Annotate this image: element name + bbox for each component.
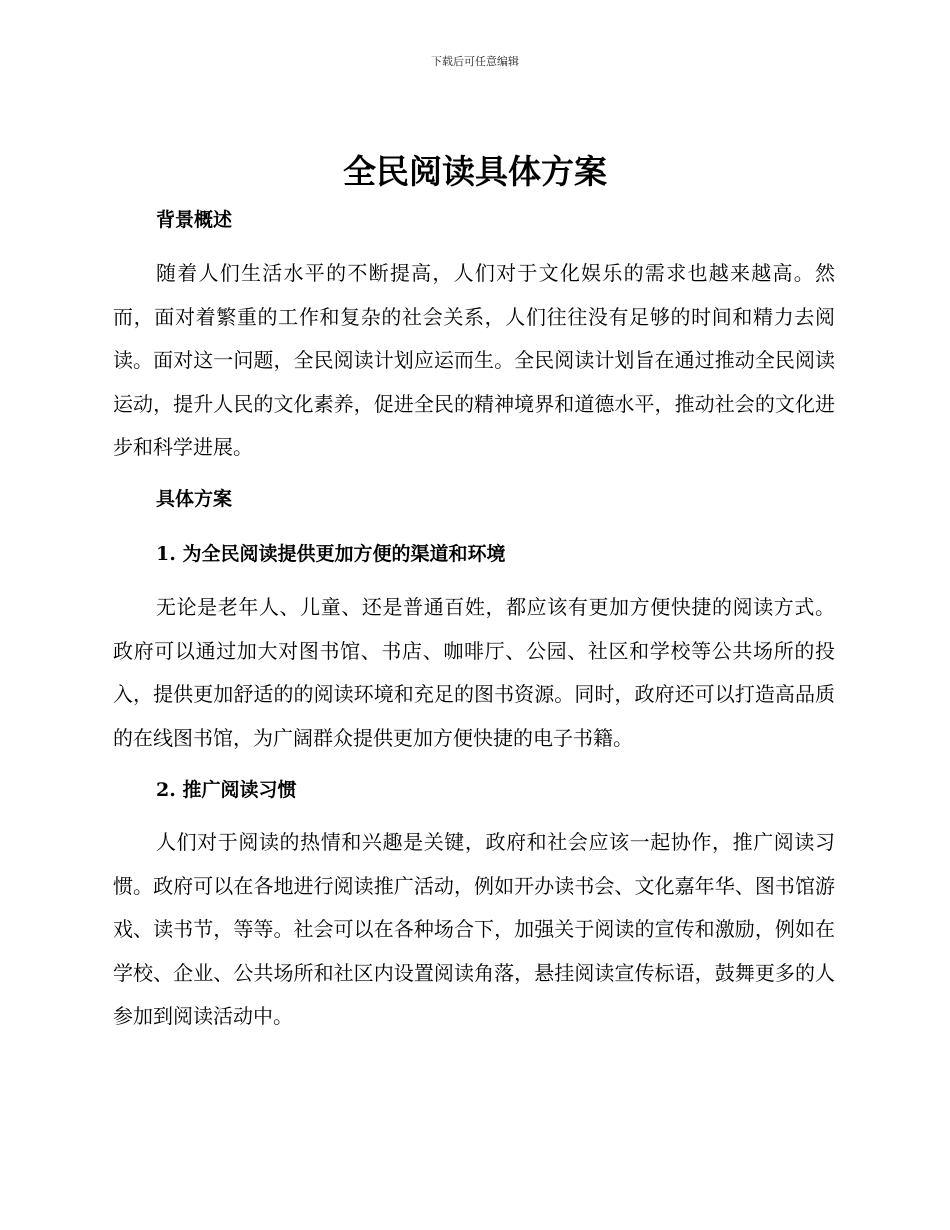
header-note: 下载后可任意编辑 [431,55,519,68]
paragraph-habits: 人们对于阅读的热情和兴趣是关键，政府和社会应该一起协作，推广阅读习惯。政府可以在各地进行阅读推广活动，例如开办读书会、文化嘉年华、图书馆游戏、读书节，等等。社会可以在各种场合下，加强关于阅读的宣传和激励，例如在学校、企业、公共场所和社区内设置阅读角落，悬挂阅读宣传标语，鼓舞更多的人参加到阅读活动中。 [113,830,835,1028]
section-heading-background: 背景概述 [156,209,233,231]
paragraph-channels: 无论是老年人、儿童、还是普通百姓，都应该有更加方便快捷的阅读方式。政府可以通过加大对图书馆、书店、咖啡厅、公园、社区和学校等公共场所的投入，提供更加舒适的的阅读环境和充足的图书资源。同时，政府还可以打造高品质的在线图书馆，为广阔群众提供更加方便快捷的电子书籍。 [113,595,835,750]
section-heading-plan: 具体方案 [156,488,233,510]
paragraph-background: 随着人们生活水平的不断提高，人们对于文化娱乐的需求也越来越高。然而，面对着繁重的工作和复杂的社会关系，人们往往没有足够的时间和精力去阅读。面对这一问题，全民阅读计划应运而生。全民阅读计划旨在通过推动全民阅读运动，提升人民的文化素养，促进全民的精神境界和道德水平，推动社会的文化进步和科学进展。 [113,261,835,459]
subsection-heading-channels: 1. 为全民阅读提供更加方便的渠道和环境 [156,543,506,565]
subsection-heading-habits: 2. 推广阅读习惯 [156,779,297,801]
document-title: 全民阅读具体方案 [343,152,607,191]
